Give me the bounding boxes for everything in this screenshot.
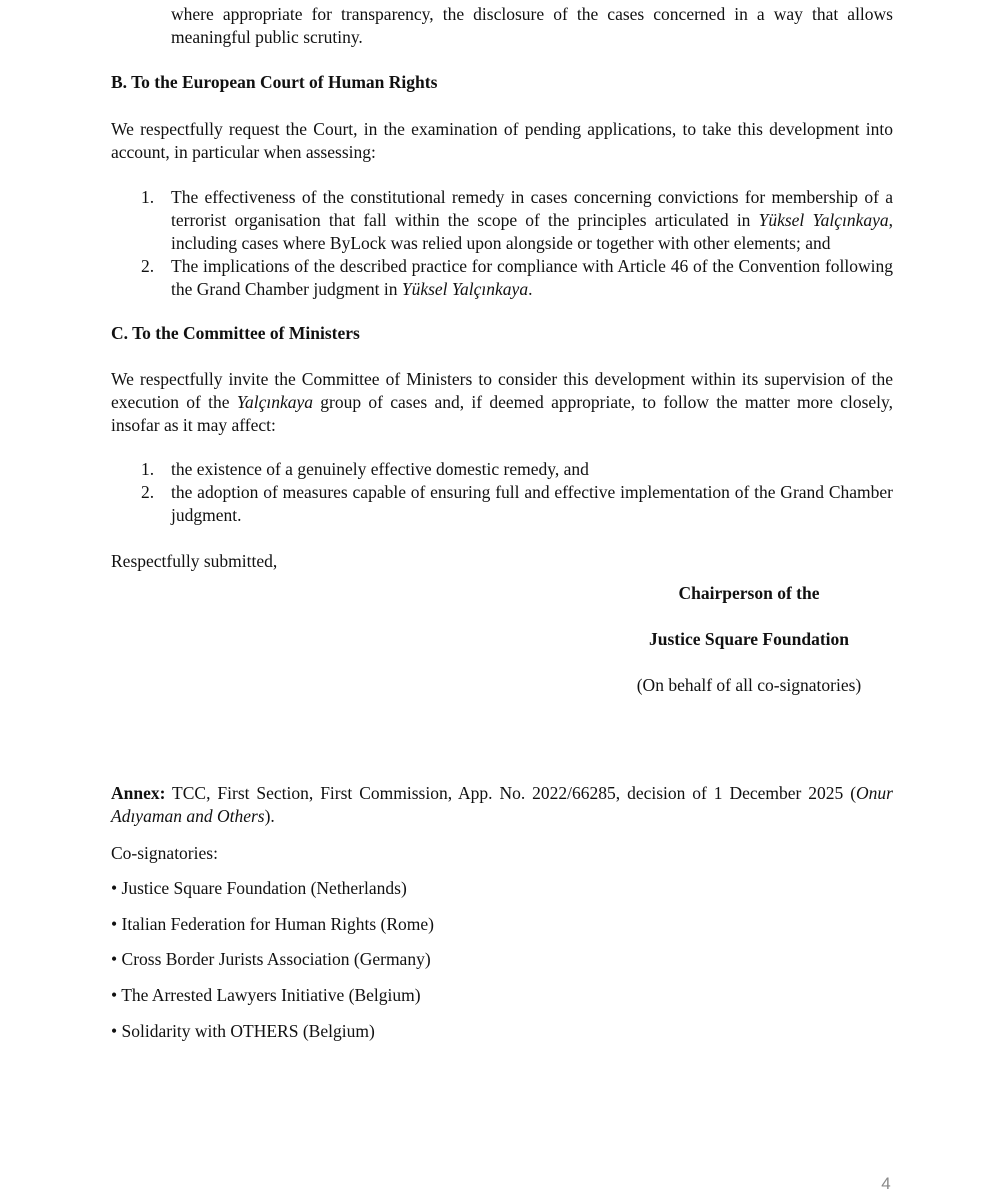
list-text: . (528, 279, 533, 299)
case-name: Yüksel Yalçınkaya (758, 210, 889, 230)
section-b-list (111, 186, 893, 301)
list-text: The effectiveness of the constitutional remedy in cases concerning convictions for membership of a terrorist organisation that fall within the scope of the principles articulated in (171, 187, 893, 230)
cosignatory-item (111, 877, 407, 900)
bullet-icon: • (111, 985, 118, 1005)
cosignatory-name: Cross Border Jurists Association (Germany) (121, 949, 431, 969)
section-c-list (111, 458, 893, 527)
cosignatory-item (111, 948, 431, 971)
annex-text: TCC, First Section, First Commission, App. No. 2022/66285, decision of 1 December 2025 ( (165, 783, 857, 803)
cosignatory-name: Justice Square Foundation (Netherlands) (121, 878, 407, 898)
signature-title: Chairperson of the (678, 583, 820, 603)
list-text: , including cases where ByLock was relied upon alongside or together with other elements; and (171, 210, 893, 253)
list-number: 2. (141, 482, 155, 502)
list-item (111, 481, 893, 527)
cosignatory-item (111, 984, 421, 1007)
cosignatory-item (111, 913, 434, 936)
cosignatory-name: Solidarity with OTHERS (Belgium) (121, 1021, 375, 1041)
annex-label: Annex: (111, 783, 166, 803)
intro-text: group of cases and, if deemed appropriate, to follow the matter more closely, insofar as it may affect: (111, 392, 893, 435)
bullet-icon: • (111, 949, 118, 969)
case-name: Yalçınkaya (236, 392, 313, 412)
list-item (111, 255, 893, 301)
case-name: Yüksel Yalçınkaya (401, 279, 529, 299)
continuation-paragraph: where appropriate for transparency, the disclosure of the cases concerned in a way that allows meaningful public scrutiny. (171, 4, 893, 47)
annex-text: ). (264, 806, 275, 826)
signature-note: (On behalf of all co-signatories) (636, 675, 862, 695)
list-number: 1. (141, 459, 155, 479)
case-name: Onur Adıyaman and Others (111, 783, 893, 826)
section-c-heading: C. To the Committee of Ministers (111, 323, 360, 343)
annex-paragraph (111, 782, 893, 828)
cosignatories-label: Co-signatories: (111, 843, 218, 863)
closing-line: Respectfully submitted, (111, 551, 278, 571)
page-number: 4 (881, 1174, 891, 1193)
signature-organisation: Justice Square Foundation (649, 629, 849, 649)
list-text: The implications of the described practice for compliance with Article 46 of the Convention following the Grand Chamber judgment in (171, 256, 893, 299)
list-text: the existence of a genuinely effective domestic remedy, and (171, 459, 589, 479)
list-number: 2. (141, 256, 155, 276)
section-c-intro (111, 368, 893, 437)
cosignatory-name: Italian Federation for Human Rights (Rome) (121, 914, 435, 934)
cosignatory-name: The Arrested Lawyers Initiative (Belgium) (121, 985, 421, 1005)
list-text: the adoption of measures capable of ensuring full and effective implementation of the Grand Chamber judgment. (171, 482, 893, 525)
bullet-icon: • (111, 1021, 118, 1041)
list-item (111, 458, 893, 481)
list-number: 1. (141, 187, 155, 207)
list-item (111, 186, 893, 255)
intro-text: We respectfully invite the Committee of Ministers to consider this development within its supervision of the execution of the (111, 369, 893, 412)
bullet-icon: • (111, 914, 118, 934)
section-b-heading: B. To the European Court of Human Rights (111, 72, 438, 92)
bullet-icon: • (111, 878, 118, 898)
section-b-intro: We respectfully request the Court, in the examination of pending applications, to take this development into account, in particular when assessing: (111, 119, 893, 162)
cosignatory-item (111, 1020, 375, 1043)
